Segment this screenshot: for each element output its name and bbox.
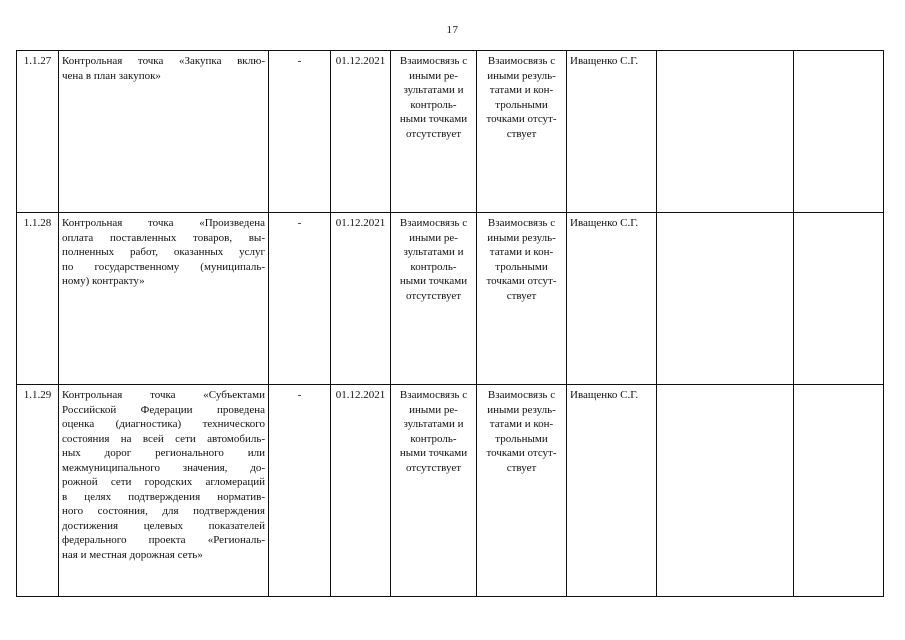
text-line: зультатами и: [403, 84, 464, 96]
control-points-relation-cell: [477, 51, 567, 213]
text-line: татами и кон-: [489, 84, 554, 96]
text-line: иными ре-: [409, 69, 458, 82]
control-points-relation-cell: [477, 385, 567, 597]
control-points-relation-cell: [477, 213, 567, 385]
text-line: в целях подтверждения норматив-: [62, 490, 265, 503]
empty-cell: [657, 51, 794, 213]
text-line: контроль-: [410, 432, 457, 445]
empty-cell: [794, 51, 884, 213]
text-line: Взаимосвязь с: [399, 55, 468, 67]
text-line: ного состояния, для подтверждения: [62, 505, 265, 517]
control-point-name-cell: [59, 213, 269, 385]
text-line: достижения целевых показателей: [62, 519, 265, 532]
text-line: рожной сети городских агломераций: [62, 476, 265, 488]
text-line: отсутствует: [405, 127, 462, 140]
results-relation-cell: [391, 213, 477, 385]
text-line: ными точками: [399, 113, 468, 125]
text-line: состояния на всей сети автомобиль-: [62, 432, 265, 445]
text-line: трольными: [495, 98, 548, 111]
text-line: ному) контракту»: [62, 275, 145, 287]
empty-cell: [794, 385, 884, 597]
responsible-cell: Иващенко С.Г.: [567, 51, 657, 213]
text-line: ствует: [506, 461, 537, 474]
text-line: по государственному (муниципаль-: [62, 260, 265, 273]
text-line: контроль-: [410, 98, 457, 111]
text-line: ными точками: [399, 447, 468, 459]
text-line: трольными: [495, 432, 548, 445]
text-line: ствует: [506, 127, 537, 140]
control-point-name-cell: [59, 385, 269, 597]
text-line: Взаимосвязь с: [399, 389, 468, 401]
text-line: отсутствует: [405, 461, 462, 474]
table-row: [17, 51, 884, 213]
text-line: полненных работ, оказанных услуг: [62, 246, 265, 258]
text-line: Контрольная точка «Субъектами: [62, 389, 265, 401]
control-point-name-cell: [59, 51, 269, 213]
text-line: точками отсут-: [486, 113, 557, 125]
text-line: зультатами и: [403, 246, 464, 258]
text-line: иными резуль-: [487, 403, 556, 416]
results-relation-cell: [391, 51, 477, 213]
empty-cell: [657, 213, 794, 385]
text-line: ствует: [506, 289, 537, 302]
dash-cell: -: [269, 385, 331, 597]
dash-cell: -: [269, 213, 331, 385]
table-row: [17, 213, 884, 385]
text-line: федерального проекта «Региональ-: [62, 534, 265, 546]
text-line: точками отсут-: [486, 275, 557, 287]
text-line: Взаимосвязь с: [399, 217, 468, 229]
text-line: Контрольная точка «Произведена: [62, 217, 265, 229]
text-line: отсутствует: [405, 289, 462, 302]
text-line: Российской Федерации проведена: [62, 403, 265, 416]
text-line: ными точками: [399, 275, 468, 287]
text-line: чена в план закупок»: [62, 69, 161, 82]
text-line: иными ре-: [409, 231, 458, 244]
page-number: 17: [446, 24, 459, 36]
text-line: Взаимосвязь с: [487, 217, 556, 229]
text-line: межмуниципального значения, до-: [62, 461, 265, 474]
text-line: точками отсут-: [486, 447, 557, 459]
text-line: иными ре-: [409, 403, 458, 416]
row-number-cell: 1.1.29: [17, 385, 59, 597]
results-relation-cell: [391, 385, 477, 597]
empty-cell: [657, 385, 794, 597]
text-line: ных дорог регионального или: [62, 447, 265, 459]
responsible-cell: Иващенко С.Г.: [567, 213, 657, 385]
date-cell: 01.12.2021: [331, 213, 391, 385]
text-line: иными резуль-: [487, 69, 556, 82]
text-line: оценка (диагностика) технического: [62, 418, 265, 430]
text-line: контроль-: [410, 260, 457, 273]
control-points-table: [16, 50, 884, 597]
table-body: [17, 51, 884, 597]
text-line: Взаимосвязь с: [487, 389, 556, 401]
row-number-cell: 1.1.27: [17, 51, 59, 213]
date-cell: 01.12.2021: [331, 51, 391, 213]
text-line: ная и местная дорожная сеть»: [62, 548, 203, 561]
text-line: зультатами и: [403, 418, 464, 430]
text-line: татами и кон-: [489, 246, 554, 258]
text-line: Контрольная точка «Закупка вклю-: [62, 55, 265, 67]
text-line: татами и кон-: [489, 418, 554, 430]
text-line: Взаимосвязь с: [487, 55, 556, 67]
date-cell: 01.12.2021: [331, 385, 391, 597]
row-number-cell: 1.1.28: [17, 213, 59, 385]
text-line: трольными: [495, 260, 548, 273]
text-line: оплата поставленных товаров, вы-: [62, 231, 265, 244]
table-row: [17, 385, 884, 597]
responsible-cell: Иващенко С.Г.: [567, 385, 657, 597]
text-line: иными резуль-: [487, 231, 556, 244]
dash-cell: -: [269, 51, 331, 213]
empty-cell: [794, 213, 884, 385]
